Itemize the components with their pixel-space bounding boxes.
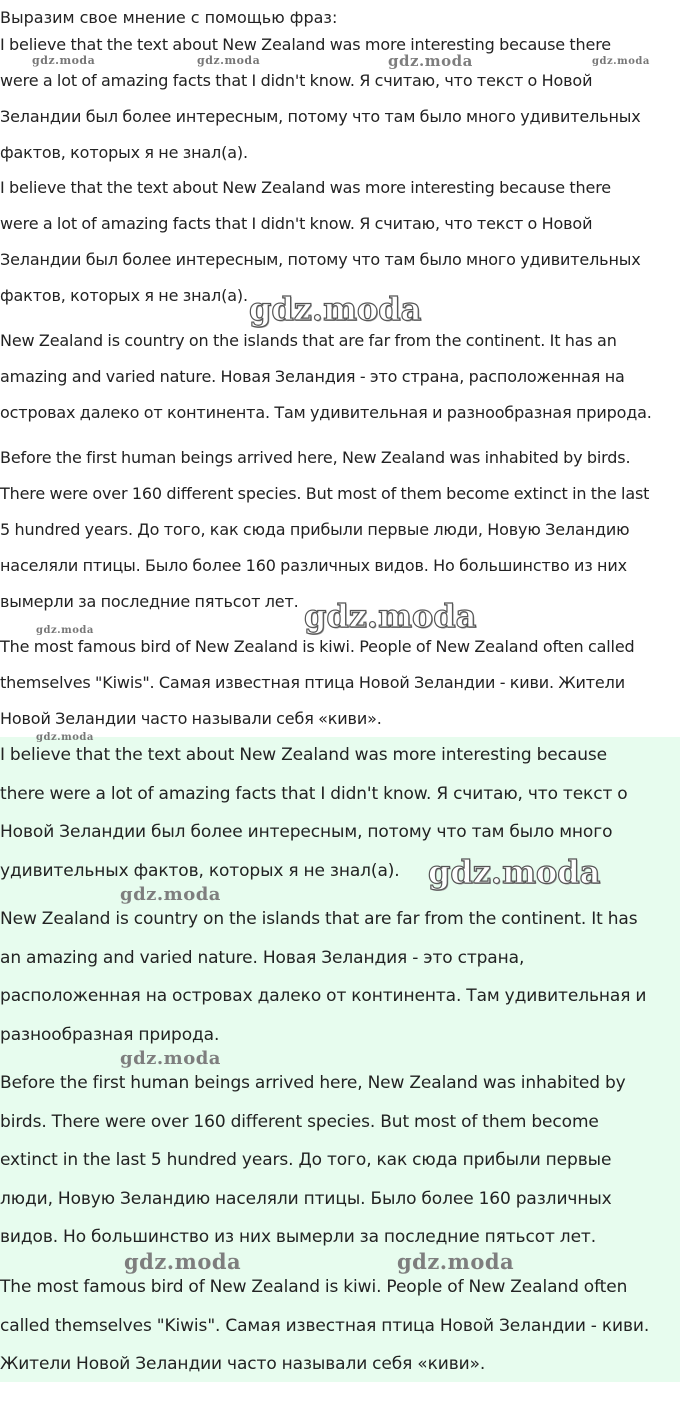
text-line: amazing and varied nature. Новая Зеландия - это страна, расположенная на — [0, 367, 625, 386]
watermark-logo: gdz.moda — [592, 56, 650, 67]
text-line: an amazing and varied nature. Новая Зеландия - это страна, — [0, 947, 525, 968]
paragraph-1 — [0, 27, 641, 171]
text-line: New Zealand is country on the islands that are far from the continent. It has an — [0, 331, 617, 350]
watermark-logo: gdz.moda — [36, 732, 94, 743]
text-line: Жители Новой Зеландии часто называли себя «киви». — [0, 1354, 486, 1374]
text-line: 5 hundred years. До того, как сюда прибыли первые люди, Новую Зеландию — [0, 520, 630, 539]
highlighted-paragraph-4 — [0, 1268, 649, 1384]
watermark-logo: gdz.moda — [388, 52, 473, 70]
text-line: were a lot of amazing facts that I didn't know. Я считаю, что текст о Новой — [0, 71, 593, 90]
watermark-logo: gdz.moda — [197, 54, 261, 67]
watermark-logo: gdz.moda — [428, 853, 601, 891]
watermark-logo: gdz.moda — [120, 884, 221, 905]
text-line: расположенная на островах далеко от континента. Там удивительная и — [0, 986, 647, 1006]
text-line: люди, Новую Зеландию населяли птицы. Было более 160 различных — [0, 1188, 612, 1209]
watermark-logo: gdz.moda — [36, 625, 94, 636]
text-line: вымерли за последние пятьсот лет. — [0, 592, 299, 611]
text-line: The most famous bird of New Zealand is kiwi. People of New Zealand often called — [0, 637, 635, 656]
text-line: New Zealand is country on the islands that are far from the continent. It has — [0, 909, 638, 929]
watermark-logo: gdz.moda — [124, 1249, 242, 1274]
watermark-logo: gdz.moda — [32, 54, 96, 67]
paragraph-5 — [0, 629, 635, 737]
text-line: Новой Зеландии был более интересным, потому что там было много — [0, 822, 613, 842]
text-line: населяли птицы. Было более 160 различных видов. Но большинство из них — [0, 556, 627, 575]
text-line: there were a lot of amazing facts that I didn't know. Я считаю, что текст о — [0, 783, 628, 804]
text-line: фактов, которых я не знал(а). — [0, 286, 248, 305]
paragraph-3 — [0, 323, 652, 431]
text-line: разнообразная природа. — [0, 1024, 220, 1045]
paragraph-4 — [0, 440, 649, 620]
text-line: were a lot of amazing facts that I didn't know. Я считаю, что текст о Новой — [0, 214, 593, 233]
text-line: I believe that the text about New Zealand was more interesting because — [0, 745, 607, 765]
text-line: I believe that the text about New Zealand was more interesting because there — [0, 178, 611, 197]
watermark-logo: gdz.moda — [249, 290, 422, 328]
watermark-logo: gdz.moda — [304, 597, 477, 635]
text-line: Зеландии был более интересным, потому что там было много удивительных — [0, 107, 641, 126]
highlighted-paragraph-2 — [0, 900, 646, 1054]
text-line: I believe that the text about New Zealand was more interesting because there — [0, 35, 611, 54]
text-line: Before the first human beings arrived here, New Zealand was inhabited by — [0, 1073, 626, 1093]
text-line: birds. There were over 160 different species. But most of them become — [0, 1111, 599, 1132]
text-line: Зеландии был более интересным, потому что там было много удивительных — [0, 250, 641, 269]
text-line: extinct in the last 5 hundred years. До того, как сюда прибыли первые — [0, 1150, 612, 1170]
text-line: островах далеко от континента. Там удивительная и разнообразная природа. — [0, 403, 652, 422]
text-line: themselves "Kiwis". Самая известная птица Новой Зеландии - киви. Жители — [0, 673, 625, 692]
text-line: Before the first human beings arrived here, New Zealand was inhabited by birds. — [0, 448, 631, 467]
watermark-logo: gdz.moda — [397, 1249, 515, 1274]
text-line: видов. Но большинство из них вымерли за последние пятьсот лет. — [0, 1227, 597, 1247]
text-line: удивительных фактов, которых я не знал(а). — [0, 860, 400, 881]
text-line: There were over 160 different species. But most of them become extinct in the last — [0, 484, 650, 503]
highlighted-paragraph-3 — [0, 1064, 626, 1257]
text-line: фактов, которых я не знал(а). — [0, 143, 248, 162]
intro-text: Выразим свое мнение с помощью фраз: — [0, 8, 338, 27]
text-line: The most famous bird of New Zealand is kiwi. People of New Zealand often — [0, 1277, 628, 1297]
watermark-logo: gdz.moda — [120, 1048, 221, 1069]
text-line: Новой Зеландии часто называли себя «киви». — [0, 709, 382, 728]
text-line: called themselves "Kiwis". Самая известная птица Новой Зеландии - киви. — [0, 1315, 650, 1336]
